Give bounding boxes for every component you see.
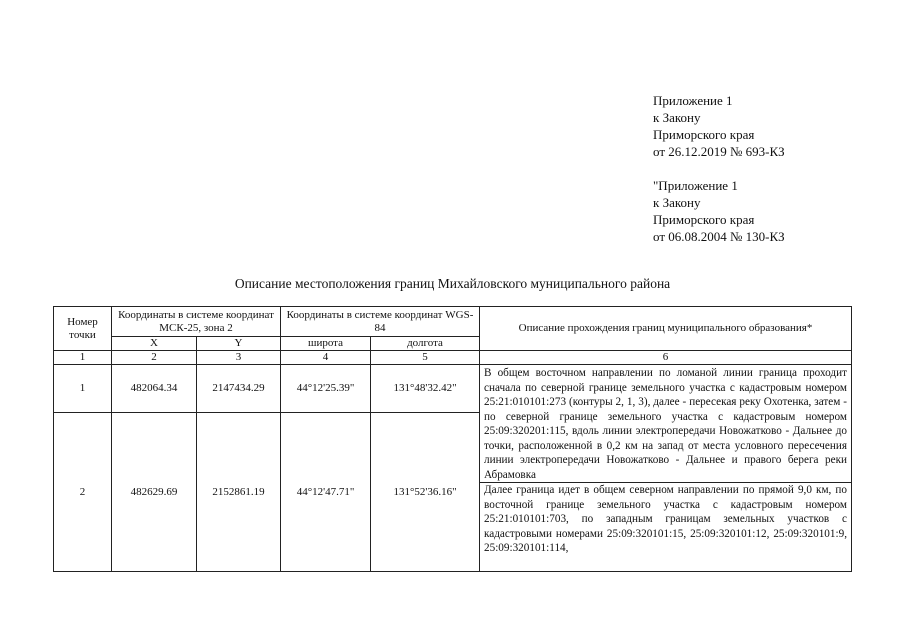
header-description: Описание прохождения границ муниципального образования* [480, 307, 852, 351]
header-wgs-coordinates: Координаты в системе координат WGS-84 [281, 307, 480, 337]
cell-y: 2152861.19 [197, 413, 281, 572]
cell-description-merged [480, 365, 852, 572]
cell-x: 482629.69 [112, 413, 197, 572]
appendix-original-line4: от 06.08.2004 № 130-КЗ [653, 229, 785, 244]
cell-latitude: 44°12'47.71" [281, 413, 371, 572]
description-segment-2: Далее граница идет в общем северном направлении по прямой 9,0 км, по восточной границе земельного участка с кадастровым номером 25:21:010101:703, по западным границам земельных участков с кадастровыми номерами 25:09:320101:15, 25:09:320101:12, 25:09:320101:9, 25:09:320101:114, [480, 482, 851, 556]
cell-latitude: 44°12'25.39" [281, 365, 371, 413]
table-header-row [54, 307, 852, 337]
appendix-original-line1: "Приложение 1 [653, 178, 738, 193]
column-number-row [54, 351, 852, 365]
table-row [54, 365, 852, 413]
appendix-original-line3: Приморского края [653, 212, 755, 227]
header-x: X [112, 337, 197, 351]
column-number: 1 [54, 351, 112, 365]
header-y: Y [197, 337, 281, 351]
header-point-number: Номер точки [54, 307, 112, 351]
cell-longitude: 131°48'32.42" [371, 365, 480, 413]
cell-point-number: 2 [54, 413, 112, 572]
column-number: 3 [197, 351, 281, 365]
column-number: 5 [371, 351, 480, 365]
cell-longitude: 131°52'36.16" [371, 413, 480, 572]
column-number: 2 [112, 351, 197, 365]
boundary-table [53, 306, 852, 572]
document-title [0, 275, 905, 292]
description-segment-1: В общем восточном направлении по ломаной линии граница проходит сначала по северной границе земельного участка с кадастровым номером 25:21:010101:273 (контуры 2, 1, 3), далее - пересекая реку Охотенка, затем - по северной границе земельного участка с кадастровым номером 25:09:320201:115, вдоль линии электропередачи Новожатково - Дальнее до точки, расположенной в 0,2 км на запад от места условного пересечения линии электропередачи Новожатково - Дальнее и правого берега реки Абрамовка [484, 367, 847, 481]
appendix-current-reference [653, 92, 785, 160]
appendix-current-line2: к Закону [653, 110, 701, 125]
cell-point-number: 1 [54, 365, 112, 413]
appendix-original-reference [653, 177, 785, 245]
cell-y: 2147434.29 [197, 365, 281, 413]
appendix-original-line2: к Закону [653, 195, 701, 210]
header-longitude: долгота [371, 337, 480, 351]
document-title-text: Описание местоположения границ Михайловского муниципального района [234, 276, 671, 291]
header-latitude: широта [281, 337, 371, 351]
header-msk-coordinates: Координаты в системе координат МСК-25, зона 2 [112, 307, 281, 337]
appendix-current-line3: Приморского края [653, 127, 755, 142]
column-number: 6 [480, 351, 852, 365]
appendix-current-line4: от 26.12.2019 № 693-КЗ [653, 144, 785, 159]
column-number: 4 [281, 351, 371, 365]
cell-x: 482064.34 [112, 365, 197, 413]
appendix-current-line1: Приложение 1 [653, 93, 733, 108]
